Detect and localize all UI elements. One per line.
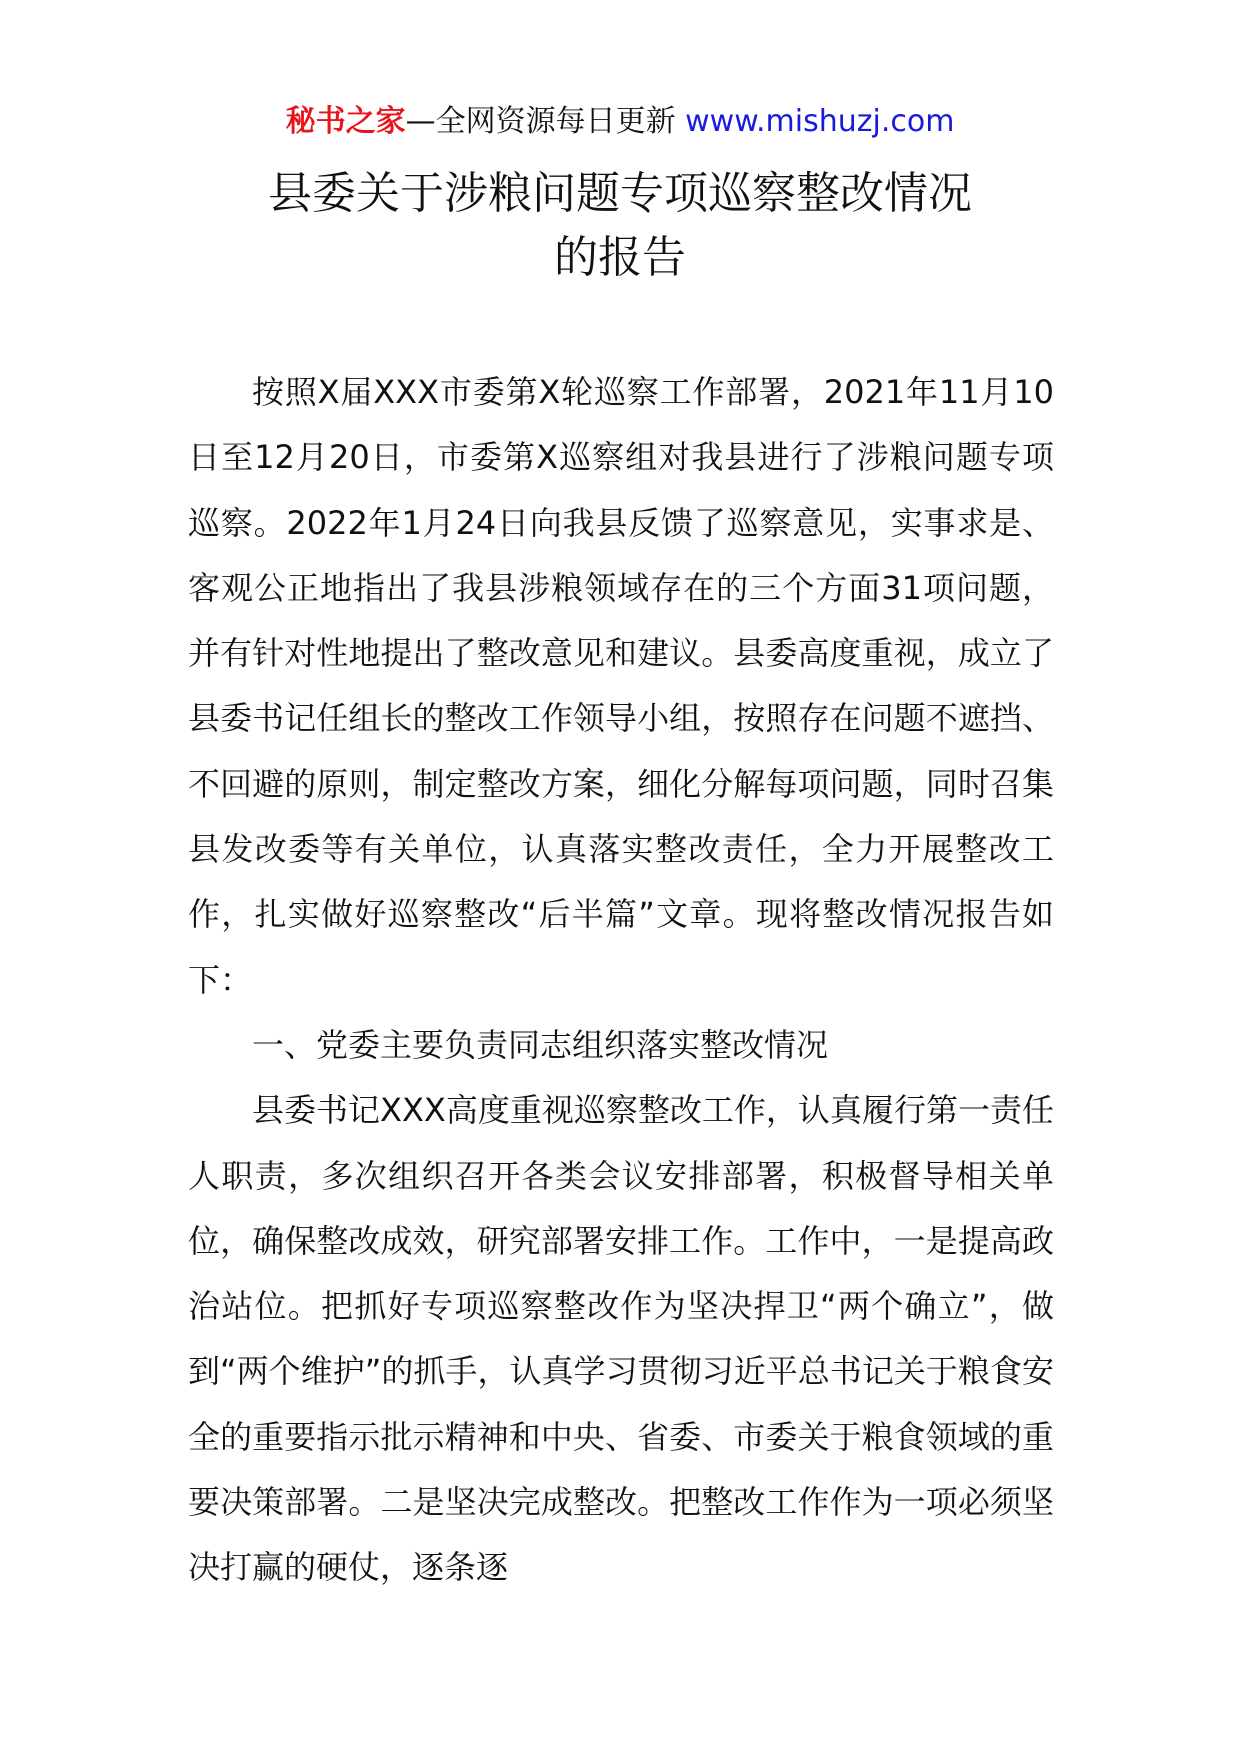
document-body	[188, 360, 1054, 1601]
intro-paragraph: 按照X届XXX市委第X轮巡察工作部署，2021年11月10日至12月20日，市委第X巡察组对我县进行了涉粮问题专项巡察。2022年1月24日向我县反馈了巡察意见，实事求是、客观公正地指出了我县涉粮领域存在的三个方面31项问题，并有针对性地提出了整改意见和建议。县委高度重视，成立了县委书记任组长的整改工作领导小组，按照存在问题不遮挡、不回避的原则，制定整改方案，细化分解每项问题，同时召集县发改委等有关单位，认真落实整改责任，全力开展整改工作，扎实做好巡察整改“后半篇”文章。现将整改情况报告如下：	[188, 373, 1054, 999]
site-url-link[interactable]: www.mishuzj.com	[685, 104, 955, 139]
title-line-2: 的报告	[554, 232, 686, 283]
section-heading-1: 一、党委主要负责同志组织落实整改情况	[252, 1025, 829, 1064]
brand-name: 秘书之家	[285, 104, 406, 139]
title-line-1: 县委关于涉粮问题专项巡察整改情况	[268, 168, 972, 219]
header-slogan: —全网资源每日更新	[405, 104, 676, 139]
site-header	[0, 102, 1240, 142]
document-title	[0, 162, 1240, 290]
section-1-paragraph: 县委书记XXX高度重视巡察整改工作，认真履行第一责任人职责，多次组织召开各类会议安排部署，积极督导相关单位，确保整改成效，研究部署安排工作。工作中，一是提高政治站位。把抓好专项巡察整改作为坚决捍卫“两个确立”，做到“两个维护”的抓手，认真学习贯彻习近平总书记关于粮食安全的重要指示批示精神和中央、省委、市委关于粮食领域的重要决策部署。二是坚决完成整改。把整改工作作为一项必须坚决打赢的硬仗，逐条逐	[188, 1091, 1054, 1587]
